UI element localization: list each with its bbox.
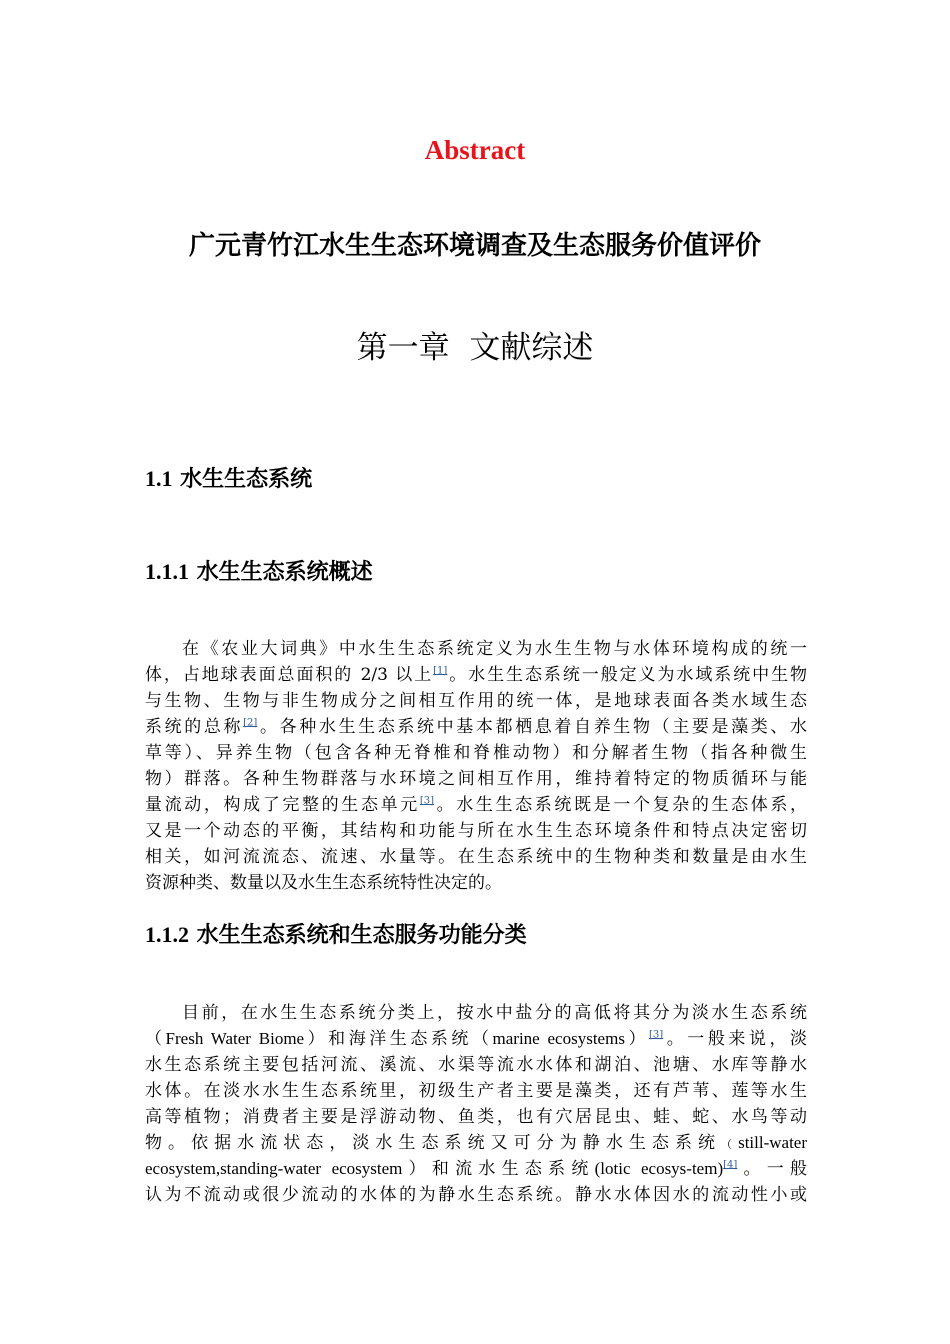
text-run: ）和海洋生态系统（ (304, 1029, 493, 1049)
section-heading-1-1-1 (145, 557, 373, 588)
text-run: 。水生生态系统一般定义为水域系统中生物 (447, 665, 808, 685)
text-run: （ (721, 1138, 739, 1151)
text-run: 。各种水生生态系统中基本都栖息着自养生物（主要是藻类、水 (257, 717, 807, 737)
section-title: 水生生态系统 (180, 467, 313, 492)
text-line: 与生物、生物与非生物成分之间相互作用的统一体，是地球表面各类水域生态 (145, 691, 807, 711)
text-line (145, 714, 807, 740)
section-title: 水生生态系统和生态服务功能分类 (196, 923, 527, 948)
section-number: 1.1.1 (145, 559, 189, 584)
text-run: ） (624, 1029, 650, 1049)
text-run: 物。依据水流状态，淡水生态系统又可分为静水生态系统 (145, 1133, 722, 1153)
text-run: ecosystem,standing-water ecosystem (145, 1159, 403, 1178)
citation-link[interactable]: [3] (419, 795, 435, 807)
document-title: 广元青竹江水生生态环境调查及生态服务价值评价 (188, 231, 761, 261)
text-line (145, 1130, 807, 1156)
text-run: 。一般 (737, 1159, 808, 1179)
paragraph-overview (145, 636, 807, 896)
section-number: 1.1.2 (145, 922, 189, 947)
text-run: 系统的总称 (145, 717, 244, 737)
text-line: 又是一个动态的平衡，其结构和功能与所在水生生态环境条件和特点决定密切 (145, 821, 807, 841)
text-line: 水生态系统主要包括河流、溪流、水渠等流水水体和湖泊、池塘、水库等静水 (145, 1055, 807, 1075)
citation-link[interactable]: [2] (243, 717, 258, 729)
section-title: 水生生态系统概述 (196, 560, 373, 585)
abstract-title: Abstract (424, 135, 526, 165)
text-run: 。一般来说，淡 (663, 1029, 807, 1049)
text-run: 量流动，构成了完整的生态单元 (145, 795, 420, 815)
text-run: 体，占地球表面总面积的 2/3 以上 (145, 665, 434, 685)
text-line: 资源种类、数量以及水生生态系统特性决定的。 (145, 873, 502, 893)
chapter-title-text: 第一章 文献综述 (356, 330, 594, 366)
text-run: marine ecosystems (492, 1029, 625, 1048)
text-line (145, 662, 807, 688)
text-run: Fresh Water Biome (165, 1029, 305, 1048)
text-line: 在《农业大词典》中水生生态系统定义为水生生物与水体环境构成的统一 (182, 639, 807, 659)
citation-link[interactable]: [1] (433, 665, 448, 677)
section-heading-1-1 (145, 464, 312, 495)
chapter-title (0, 327, 950, 369)
text-line: 物）群落。各种生物群落与水环境之间相互作用，维持着特定的物质循环与能 (145, 769, 807, 789)
section-heading-1-1-2 (145, 920, 527, 951)
text-line: 草等）、异养生物（包含各种无脊椎和脊椎动物）和分解者生物（指各种微生 (145, 743, 807, 763)
text-line (145, 1026, 807, 1052)
text-line: 水体。在淡水水生生态系统里，初级生产者主要是藻类，还有芦苇、莲等水生 (145, 1081, 807, 1101)
text-line: 认为不流动或很少流动的水体的为静水生态系统。静水水体因水的流动性小或 (145, 1185, 807, 1205)
text-run: ）和流水生态系统 (402, 1159, 595, 1179)
citation-link[interactable]: [3] (649, 1029, 664, 1041)
text-run: (lotic ecosys-tem) (594, 1159, 724, 1178)
citation-link[interactable]: [4] (723, 1159, 738, 1171)
text-line: 相关，如河流流态、流速、水量等。在生态系统中的生物种类和数量是由水生 (145, 847, 807, 867)
text-line (145, 792, 807, 818)
text-run: （ (145, 1029, 166, 1049)
section-number: 1.1 (145, 466, 173, 491)
text-line: 目前，在水生生态系统分类上，按水中盐分的高低将其分为淡水生态系统 (182, 1003, 807, 1023)
text-run: 。水生生态系统既是一个复杂的生态体系， (434, 795, 808, 815)
text-run: still-water (738, 1133, 808, 1152)
paragraph-classification (145, 1000, 807, 1208)
text-line (145, 1156, 807, 1182)
text-line: 高等植物；消费者主要是浮游动物、鱼类，也有穴居昆虫、蛙、蛇、水鸟等动 (145, 1107, 807, 1127)
